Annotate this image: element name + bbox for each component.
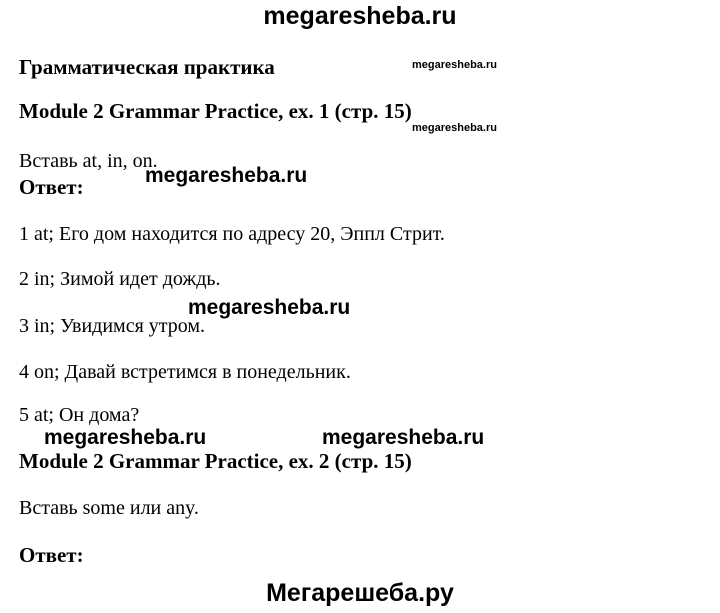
answer-line: 3 in; Увидимся утром. [19, 315, 206, 337]
site-footer-title: Мегарешеба.ру [266, 579, 454, 607]
exercise-1-title: Module 2 Grammar Practice, ex. 1 (стр. 15) [19, 99, 412, 123]
answer-line: 1 at; Его дом находится по адресу 20, Эппл Стрит. [19, 223, 445, 245]
exercise-2-title: Module 2 Grammar Practice, ex. 2 (стр. 15) [19, 449, 412, 473]
exercise-2-answer-label: Ответ: [19, 543, 84, 567]
watermark: megaresheba.ru [44, 426, 207, 449]
answer-line: 2 in; Зимой идет дождь. [19, 268, 221, 290]
answer-line: 5 at; Он дома? [19, 404, 140, 426]
section-title: Грамматическая практика [19, 55, 275, 79]
exercise-1-instruction: Вставь at, in, on. [19, 150, 158, 172]
watermark: megaresheba.ru [145, 164, 308, 187]
watermark-small: megaresheba.ru [412, 59, 497, 71]
watermark-small: megaresheba.ru [412, 122, 497, 134]
exercise-2-instruction: Вставь some или any. [19, 497, 199, 519]
watermark: megaresheba.ru [188, 296, 351, 319]
answer-line: 4 on; Давай встретимся в понедельник. [19, 361, 351, 383]
site-header-title: megaresheba.ru [263, 2, 457, 30]
watermark: megaresheba.ru [322, 426, 485, 449]
exercise-1-answer-label: Ответ: [19, 175, 84, 199]
